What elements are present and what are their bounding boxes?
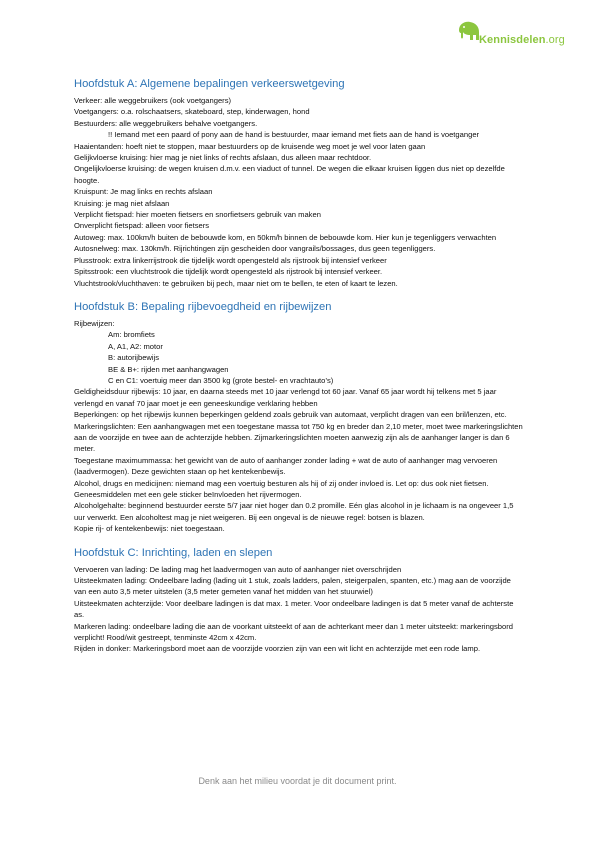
text-line: Markeringslichten: Een aanhangwagen met een toegestane massa tot 750 kg en breder dan 2,10 meter, moet twee markeringslichten aan de voorzijde en twee aan de achterzijde hebben. Zijmarkeringslichten moeten aanwezig zijn als de aanhanger langer is dan 6 meter. [74, 421, 523, 454]
text-line: Ongelijkvloerse kruising: de wegen kruisen d.m.v. een viaduct of tunnel. De wegen die elkaar kruisen liggen dus niet op dezelfde hoogte. [74, 164, 505, 185]
text-line: Verplicht fietspad: hier moeten fietsers en snorfietsers gebruik van maken [74, 210, 321, 220]
section-c-title: Hoofdstuk C: Inrichting, laden en slepen [74, 546, 273, 559]
text-line: Plusstrook: extra linkerrijstrook die tijdelijk wordt opengesteld als rijstrook bij intensief verkeer [74, 255, 387, 265]
text-line: Alcoholgehalte: beginnend bestuurder eerste 5/7 jaar niet hoger dan 0.2 promille. Eén glas alcohol in je lichaam is na ongeveer 1,5 uur verwerkt. Een alcoholtest mag je niet weigeren. Bij een ongeval is de nieuwe regel: botsen is blazen. [74, 501, 514, 522]
text-line: Verkeer: alle weggebruikers (ook voetgangers) [74, 96, 232, 105]
text-line: Uitsteekmaten lading: Ondeelbare lading (lading uit 1 stuk, zoals ladders, palen, steigerpalen, spanten, etc.) mag aan de voorzijde van een auto 3,5 meter uitstelen (3,5 meter gemeten vanaf het midden van het stuurwiel) [74, 576, 511, 597]
license-item: Am: bromfiets [108, 330, 155, 340]
text-line: Haaientanden: hoeft niet te stoppen, maar bestuurders op de kruisende weg moet je wel voor laten gaan [74, 141, 426, 151]
text-line: Spitsstrook: een vluchtstrook die tijdelijk wordt opengesteld als rijstrook bij intensief verkeer. [74, 267, 383, 277]
license-item: B: autorijbewijs [108, 353, 160, 363]
text-line: !! Iemand met een paard of pony aan de hand is bestuurder, maar iemand met fiets aan de hand is voetganger [108, 130, 480, 140]
text-line: Geldigheidsduur rijbewijs: 10 jaar, en daarna steeds met 10 jaar verlengd tot 60 jaar. Vanaf 65 jaar wordt hij telkens met 5 jaar verlengd en vanaf 70 jaar moet je een geneeskundige verklaring hebben [74, 387, 497, 408]
text-line: Vervoeren van lading: De lading mag het laadvermogen van auto of aanhanger niet overschrijden [74, 564, 402, 574]
text-line: Kruising: je mag niet afslaan [74, 198, 170, 208]
license-item: C en C1: voertuig meer dan 3500 kg (grote bestel- en vrachtauto’s) [108, 375, 334, 385]
text-line: Bestuurders: alle weggebruikers behalve voetgangers. [74, 118, 258, 128]
text-line: Kopie rij- of kentekenbewijs: niet toegestaan. [74, 524, 225, 534]
text-line: Kruispunt: Je mag links en rechts afslaan [74, 187, 213, 197]
text-line: Toegestane maximummassa: het gewicht van de auto of aanhanger zonder lading + wat de auto of aanhanger mag vervoeren (laadvermogen). Deze gewichten staan op het kentekenbewijs. [74, 455, 498, 477]
logo-wordmark: Kennisdelen.org [479, 34, 565, 46]
text-line: Markeren lading: ondeelbare lading die aan de voorkant uitsteekt of aan de achterkant meer dan 1 meter uitsteekt: markeringsbord verplicht! Rood/wit gestreept, tenminste 42cm x 42cm. [74, 621, 514, 643]
text-line: Autoweg: max. 100km/h buiten de bebouwde kom, en 50km/h binnen de bebouwde kom. Hier kun je tegenliggers verwachten [74, 232, 497, 242]
text-line: Vluchtstrook/vluchthaven: te gebruiken bij pech, maar niet om te bellen, te eten of kaart te lezen. [74, 278, 398, 288]
text-line: Beperkingen: op het rijbewijs kunnen beperkingen geldend zoals gebruik van automaat, verplicht dragen van een bril/lenzen, etc. [74, 410, 507, 420]
text-line: Voetgangers: o.a. rolschaatsers, skateboard, step, kinderwagen, hond [74, 107, 310, 117]
license-item: BE & B+: rijden met aanhangwagen [108, 364, 229, 374]
text-line: Rijden in donker: Markeringsbord moet aan de voorzijde voorzien zijn van een wit licht en achterzijde met een rode lamp. [74, 644, 481, 654]
document-body [74, 78, 524, 655]
section-a [74, 78, 524, 289]
section-b-title: Hoofdstuk B: Bepaling rijbevoegdheid en rijbewijzen [74, 300, 332, 313]
text-line: Rijbewijzen: [74, 318, 115, 328]
text-line: Alcohol, drugs en medicijnen: niemand mag een voertuig besturen als hij of zij onder invloed is. Let op: dus ook niet fietsen. Geneesmiddelen met een gele sticker beïnvloeden het rijvermogen. [74, 478, 489, 499]
text-line: Gelijkvloerse kruising: hier mag je niet links of rechts afslaan, dus alleen maar rechtdoor. [74, 153, 372, 163]
text-line: Onverplicht fietspad: alleen voor fietsers [74, 221, 210, 231]
elephant-icon [455, 20, 481, 44]
footer-note: Denk aan het milieu voordat je dit document print. [198, 776, 397, 786]
section-a-title: Hoofdstuk A: Algemene bepalingen verkeerswetgeving [74, 78, 345, 90]
section-c [74, 547, 524, 655]
text-line: Uitsteekmaten achterzijde: Voor deelbare ladingen is dat max. 1 meter. Voor ondeelbare ladingen is dat 5 meter vanaf de achterste as. [74, 598, 514, 620]
license-item: A, A1, A2: motor [108, 341, 163, 351]
text-line: Autosnelweg: max. 130km/h. Rijrichtingen zijn gescheiden door vangrails/bossages, dus geen tegenliggers. [74, 244, 436, 254]
logo [455, 18, 585, 58]
section-b [74, 301, 524, 535]
